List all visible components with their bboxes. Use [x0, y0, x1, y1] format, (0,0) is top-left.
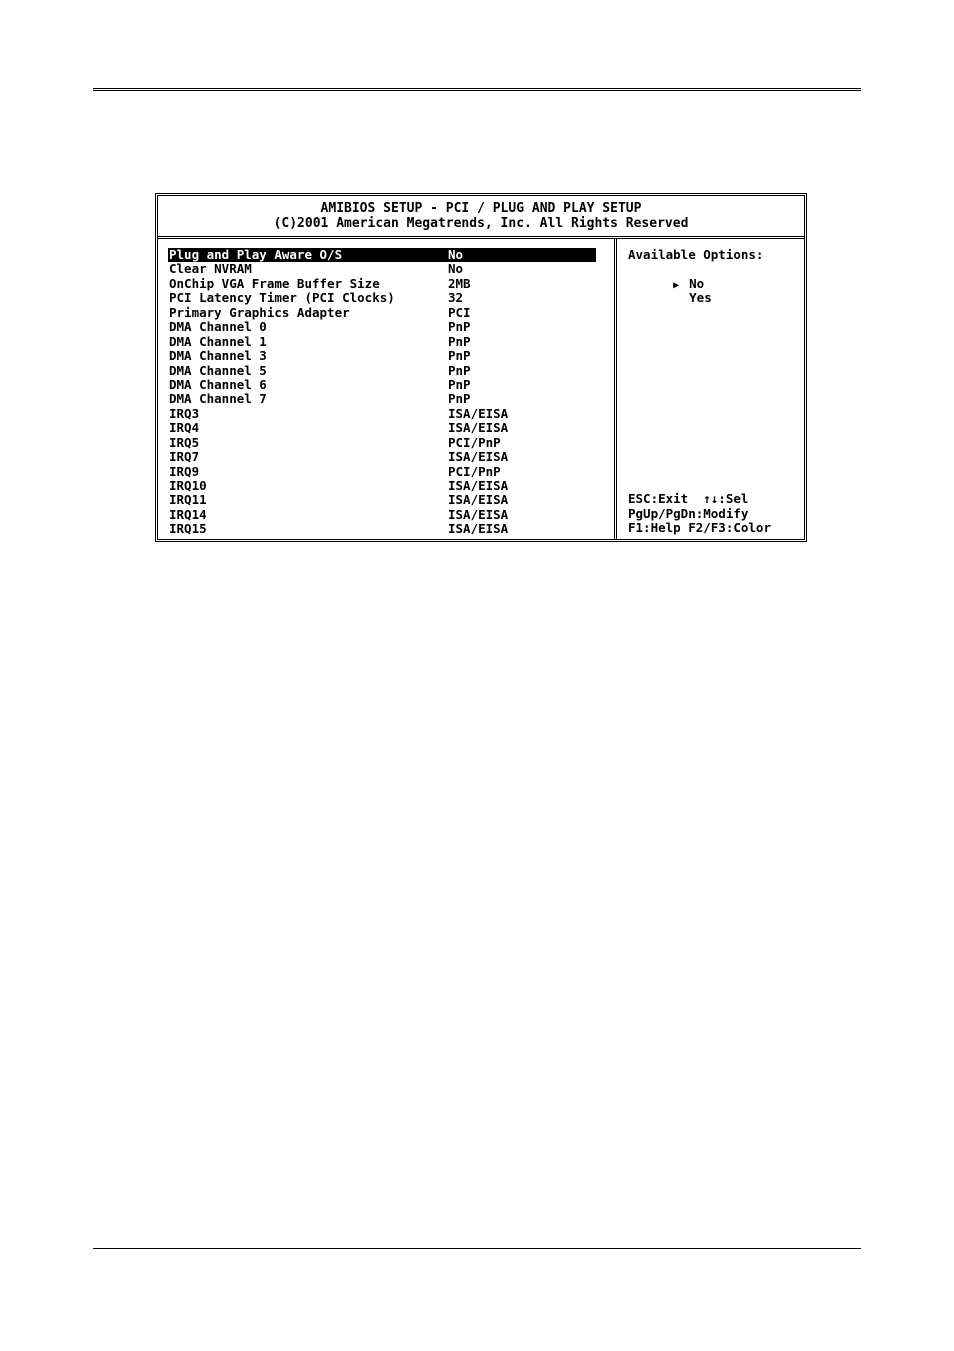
- setting-irq14[interactable]: [168, 508, 596, 522]
- options-title: Available Options:: [628, 247, 764, 262]
- setting-label: IRQ15: [169, 521, 207, 537]
- setting-label: IRQ4: [169, 420, 200, 436]
- setting-irq10[interactable]: [168, 479, 596, 493]
- setting-primary-graphics-adapter[interactable]: [168, 306, 596, 320]
- setting-label: IRQ10: [169, 478, 207, 493]
- bios-header: [158, 196, 804, 239]
- setting-label: IRQ11: [169, 492, 207, 508]
- setting-label: DMA Channel 7: [169, 391, 267, 407]
- setting-pci-latency-timer[interactable]: [168, 291, 596, 305]
- setting-value[interactable]: No: [448, 261, 464, 277]
- setting-label: IRQ7: [169, 449, 200, 465]
- setting-label: IRQ9: [169, 463, 200, 479]
- setting-value[interactable]: PnP: [448, 376, 471, 392]
- setting-value[interactable]: 2MB: [448, 275, 471, 291]
- setting-value[interactable]: ISA/EISA: [448, 478, 509, 493]
- options-panel: [617, 239, 804, 539]
- setting-label: DMA Channel 5: [169, 362, 267, 378]
- setting-value[interactable]: ISA/EISA: [448, 449, 509, 465]
- setting-value[interactable]: 32: [448, 290, 464, 306]
- setting-onchip-vga-frame-buffer-size[interactable]: [168, 277, 596, 291]
- setting-value[interactable]: ISA/EISA: [448, 492, 509, 508]
- setting-label: IRQ3: [169, 405, 200, 421]
- setting-label: Primary Graphics Adapter: [169, 304, 350, 320]
- page-bottom-rule: [93, 1248, 861, 1249]
- settings-list: [168, 248, 596, 537]
- option-yes[interactable]: [628, 277, 712, 320]
- setting-irq4[interactable]: [168, 421, 596, 435]
- setting-value[interactable]: PnP: [448, 319, 471, 335]
- bios-setup-screen: [155, 193, 807, 542]
- setting-value[interactable]: ISA/EISA: [448, 405, 509, 421]
- setting-dma-channel-3[interactable]: [168, 349, 596, 363]
- page-top-rule: [93, 88, 861, 91]
- setting-irq11[interactable]: [168, 493, 596, 507]
- setting-dma-channel-1[interactable]: [168, 335, 596, 349]
- setting-label: OnChip VGA Frame Buffer Size: [169, 275, 380, 291]
- setting-irq5[interactable]: [168, 436, 596, 450]
- setting-value[interactable]: ISA/EISA: [448, 420, 509, 436]
- option-label: No: [689, 275, 705, 291]
- setting-irq9[interactable]: [168, 465, 596, 479]
- setting-label: DMA Channel 1: [169, 333, 267, 349]
- setting-label: Clear NVRAM: [169, 261, 252, 277]
- setting-value[interactable]: PnP: [448, 333, 471, 349]
- setting-dma-channel-7[interactable]: [168, 392, 596, 406]
- setting-value[interactable]: PnP: [448, 362, 471, 378]
- setting-value[interactable]: PCI/PnP: [448, 434, 501, 450]
- setting-label: IRQ5: [169, 434, 200, 450]
- triangle-right-icon: ▶: [673, 279, 680, 291]
- setting-dma-channel-6[interactable]: [168, 378, 596, 392]
- setting-label: PCI Latency Timer (PCI Clocks): [169, 290, 395, 306]
- setting-value[interactable]: PnP: [448, 348, 471, 364]
- setting-irq7[interactable]: [168, 450, 596, 464]
- setting-value[interactable]: ISA/EISA: [448, 506, 509, 522]
- help-color: F1:Help F2/F3:Color: [628, 520, 771, 535]
- setting-value[interactable]: ISA/EISA: [448, 521, 509, 537]
- settings-panel: [158, 239, 617, 539]
- setting-dma-channel-0[interactable]: [168, 320, 596, 334]
- setting-irq15[interactable]: [168, 522, 596, 536]
- setting-value[interactable]: PnP: [448, 391, 471, 407]
- help-exit-select: ESC:Exit ↑↓:Sel: [628, 491, 749, 506]
- setting-value[interactable]: PCI: [448, 304, 471, 320]
- setting-dma-channel-5[interactable]: [168, 364, 596, 378]
- setting-label: DMA Channel 6: [169, 376, 267, 392]
- setting-value[interactable]: PCI/PnP: [448, 463, 501, 479]
- setting-label: DMA Channel 0: [169, 319, 267, 335]
- bios-copyright: (C)2001 American Megatrends, Inc. All Rights Reserved: [273, 215, 689, 231]
- setting-irq3[interactable]: [168, 407, 596, 421]
- bios-title: AMIBIOS SETUP - PCI / PLUG AND PLAY SETUP: [320, 201, 642, 216]
- option-label: Yes: [689, 290, 712, 306]
- setting-value[interactable]: No: [448, 247, 464, 262]
- setting-label: IRQ14: [169, 506, 207, 522]
- setting-plug-and-play-aware-os[interactable]: [168, 248, 596, 262]
- setting-clear-nvram[interactable]: [168, 262, 596, 276]
- setting-label: DMA Channel 3: [169, 348, 267, 364]
- setting-label: Plug and Play Aware O/S: [169, 247, 343, 262]
- help-modify: PgUp/PgDn:Modify: [628, 505, 749, 521]
